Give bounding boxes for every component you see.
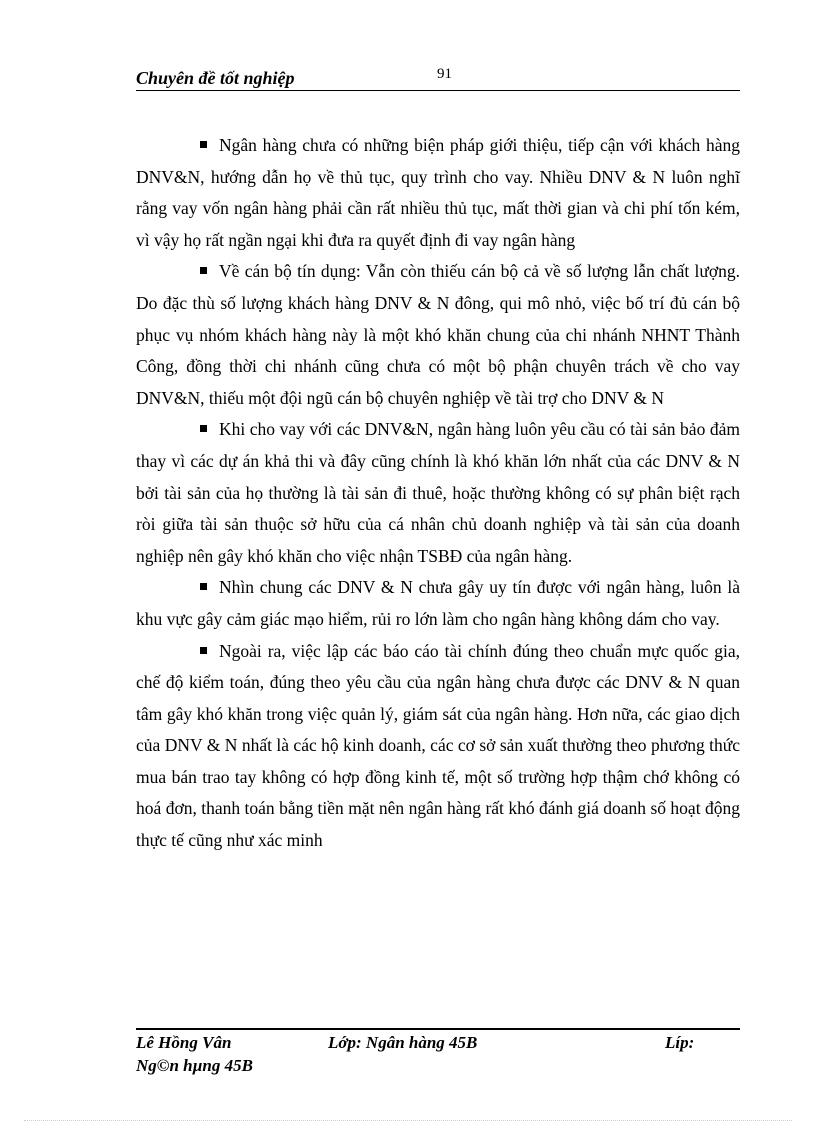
paragraph-text: Nhìn chung các DNV & N chưa gây uy tín được với ngân hàng, luôn là khu vực gây cảm giác mạo hiểm, rủi ro lớn làm cho ngân hàng không dám cho vay.: [136, 577, 740, 629]
page-header: [136, 64, 740, 91]
bullet-paragraph: [136, 256, 740, 414]
bullet-paragraph: [136, 636, 740, 857]
bullet-paragraph: [136, 130, 740, 256]
square-bullet-icon: [200, 425, 207, 432]
document-body: [136, 130, 740, 857]
paragraph-text: Ngân hàng chưa có những biện pháp giới thiệu, tiếp cận với khách hàng DNV&N, hướng dẫn họ về thủ tục, quy trình cho vay. Nhiều DNV & N luôn nghĩ rằng vay vốn ngân hàng phải cần rất nhiều thủ tục, mất thời gian và chi phí tốn kém, vì vậy họ rất ngần ngại khi đưa ra quyết định đi vay ngân hàng: [136, 135, 740, 250]
square-bullet-icon: [200, 141, 207, 148]
footer-class: Lớp: Ngân hàng 45B: [328, 1033, 478, 1052]
footer-author: Lê Hồng Vân: [136, 1033, 232, 1052]
paragraph-text: Về cán bộ tín dụng: Vẫn còn thiếu cán bộ cả về số lượng lẫn chất lượng. Do đặc thù số lượng khách hàng DNV & N đông, qui mô nhỏ, việc bố trí đủ cán bộ phục vụ nhóm khách hàng này là một khó khăn chung của chi nhánh NHNT Thành Công, đồng thời chi nhánh cũng chưa có một bộ phận chuyên trách về cho vay DNV&N, thiếu một đội ngũ cán bộ chuyên nghiệp về tài trợ cho DNV & N: [136, 261, 740, 408]
square-bullet-icon: [200, 647, 207, 654]
bullet-paragraph: [136, 572, 740, 635]
square-bullet-icon: [200, 583, 207, 590]
bullet-paragraph: [136, 414, 740, 572]
paragraph-text: Khi cho vay với các DNV&N, ngân hàng luôn yêu cầu có tài sản bảo đảm thay vì các dự án khả thi và đây cũng chính là khó khăn lớn nhất của các DNV & N bởi tài sản của họ thường là tài sản đi thuê, hoặc thường không có sự phân biệt rạch ròi giữa tài sản thuộc sở hữu của cá nhân chủ doanh nghiệp và tài sản của doanh nghiệp nên gây khó khăn cho việc nhận TSBĐ của ngân hàng.: [136, 419, 740, 566]
header-title: Chuyên đề tốt nghiệp: [136, 68, 295, 88]
page-footer: [136, 1033, 740, 1083]
paragraph-text: Ngoài ra, việc lập các báo cáo tài chính đúng theo chuẩn mực quốc gia, chế độ kiểm toán, đúng theo yêu cầu của ngân hàng chưa được các DNV & N quan tâm gây khó khăn trong việc quản lý, giám sát của ngân hàng. Hơn nữa, các giao dịch của DNV & N nhất là các hộ kinh doanh, các cơ sở sản xuất thường theo phương thức mua bán trao tay không có hợp đồng kinh tế, một số trường hợp thậm chớ không có hoá đơn, thanh toán bằng tiền mặt nên ngân hàng rất khó đánh giá doanh số hoạt động thực tế cũng như xác minh: [136, 640, 740, 851]
page-edge-divider: [24, 1120, 792, 1121]
footer-lop: Líp:: [665, 1033, 695, 1052]
footer-divider: [136, 1028, 740, 1030]
square-bullet-icon: [200, 267, 207, 274]
footer-major: Ng©n hµng 45B: [136, 1056, 253, 1075]
page-number: 91: [437, 66, 452, 82]
